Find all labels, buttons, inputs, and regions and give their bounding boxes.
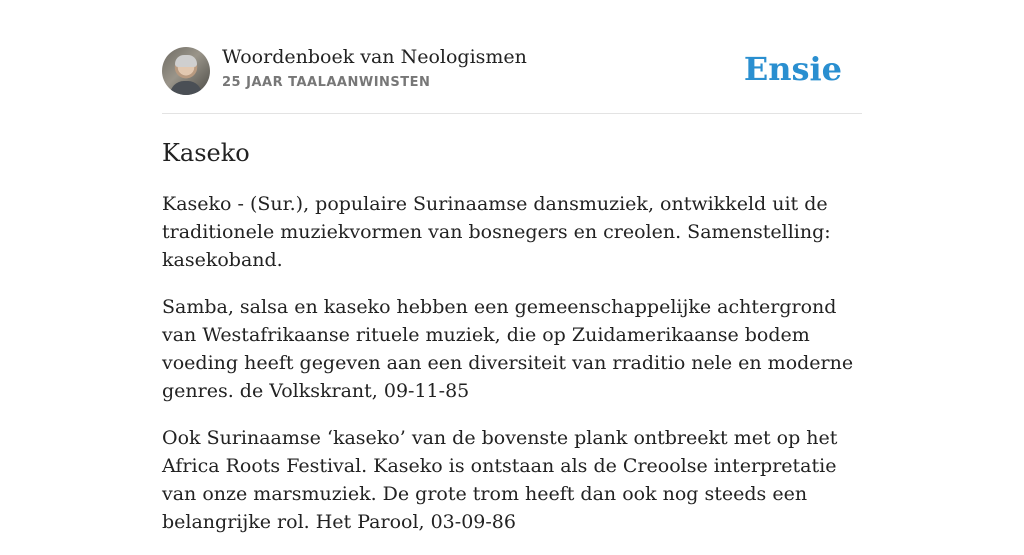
- entry-quote-2: Ook Surinaamse ‘kaseko’ van de bovenste plank ontbreekt met op het Africa Roots Festival. Kaseko is ontstaan als de Creoolse interpretatie van onze marsmuziek. De grote trom heeft dan ook nog steeds een belangrijke rol. Het Parool, 03-09-86: [162, 427, 838, 533]
- avatar-hair-shape: [175, 55, 197, 67]
- header: [162, 46, 862, 96]
- header-divider: [162, 113, 862, 114]
- entry-definition: Kaseko - (Sur.), populaire Surinaamse dansmuziek, ontwikkeld uit de traditionele muziekvormen van bosnegers en creolen. Samenstelling: kasekoband.: [162, 193, 831, 271]
- quote-spacer: [162, 405, 867, 424]
- entry-title: Kaseko: [162, 139, 250, 167]
- entry-content: [162, 138, 867, 555]
- site-subtitle: 25 JAAR TAALAANWINSTEN: [222, 75, 431, 90]
- author-avatar[interactable]: [162, 47, 210, 95]
- avatar-shirt-shape: [170, 81, 202, 95]
- site-title[interactable]: Woordenboek van Neologismen: [222, 46, 527, 68]
- entry-quote-1: Samba, salsa en kaseko hebben een gemeenschappelijke achtergrond van Westafrikaanse rituele muziek, die op Zuidamerikaanse bodem voeding heeft gegeven aan een diversiteit van rraditio nele en moderne genres. de Volkskrant, 09-11-85: [162, 296, 854, 402]
- brand-logo[interactable]: Ensie: [743, 50, 842, 88]
